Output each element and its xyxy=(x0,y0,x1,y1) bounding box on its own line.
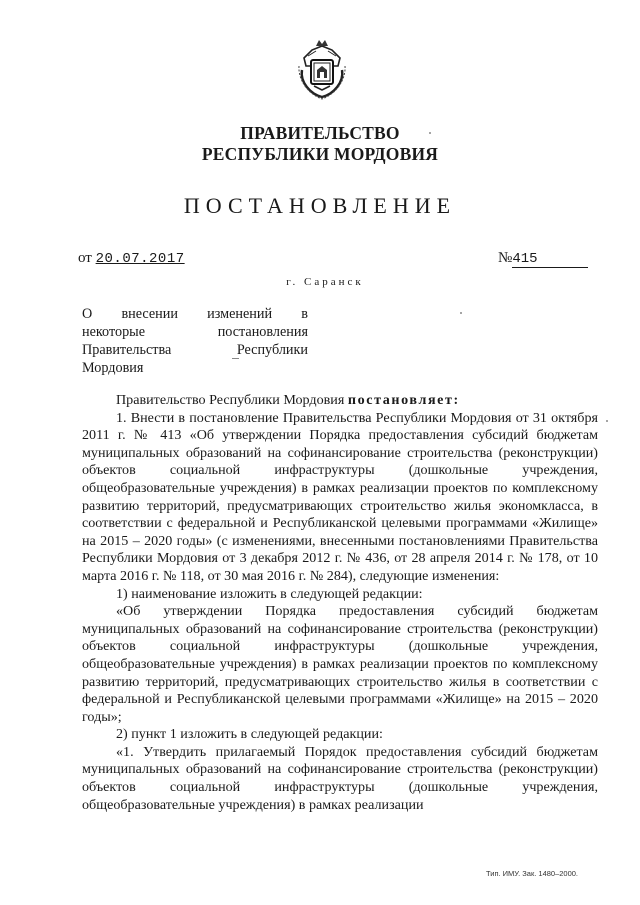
intro-decree-word: постановляет: xyxy=(347,392,460,408)
number-value: 415 xyxy=(512,251,588,268)
date-field xyxy=(78,250,185,267)
city-label: г. Саранск xyxy=(286,276,364,288)
paragraph-1: 1. Внести в постановление Правительства Республики Мордовия от 31 октября 2011 г. № 413 «Об утверждении Порядка предоставления субсидий бюджетам муниципальных образований на софинансирование строительства (реконструкции) объектов социальной инфраструктуры (дошкольные учреждения, общеобразовательные учреждения) в рамках реализации проектов по комплексному развитию территорий, предусматривающих строительство жилья экономкласса, в соответствии с федеральной и Республиканской целевыми программами «Жилище» на 2015 – 2020 годы» (с изменениями, внесенными постановлениями Правительства Республики Мордовия от 3 декабря 2012 г. № 436, от 28 апреля 2014 г. № 178, от 10 марта 2016 г. № 118, от 30 мая 2016 г. № 284), следующие изменения: xyxy=(82,409,598,584)
scan-speck xyxy=(232,358,239,359)
government-title-line1: ПРАВИТЕЛЬСТВО xyxy=(240,123,400,143)
subject-block xyxy=(82,305,308,377)
scan-speck xyxy=(606,420,608,422)
document-type-title: ПОСТАНОВЛЕНИЕ xyxy=(183,193,457,218)
paragraph-3: «Об утверждении Порядка предоставления субсидий бюджетам муниципальных образований на софинансирование строительства (реконструкции) объектов социальной инфраструктуры (дошкольные учреждения, общеобразовательные учреждения) в рамках реализации проектов по комплексному развитию территорий, предусматривающих строительство жилья в соответствии с федеральной и Республиканской целевыми программами «Жилище» на 2015 – 2020 годы»; xyxy=(82,603,598,725)
government-title-line2: РЕСПУБЛИКИ МОРДОВИЯ xyxy=(201,144,439,164)
scan-speck xyxy=(460,312,462,314)
subject-line: Правительства Республики xyxy=(82,342,308,358)
number-prefix: № xyxy=(498,250,513,266)
subject-line: Мордовия xyxy=(82,360,144,376)
paragraph-2: 1) наименование изложить в следующей редакции: xyxy=(116,585,423,602)
date-value: 20.07.2017 xyxy=(95,251,185,267)
intro-paragraph xyxy=(82,392,598,410)
document-body xyxy=(82,392,598,814)
number-field xyxy=(498,250,588,268)
printing-note: Тип. ИМУ. Зак. 1480–2000. xyxy=(486,869,579,878)
intro-lead: Правительство Республики Мордовия xyxy=(116,392,348,408)
paragraph-5: «1. Утвердить прилагаемый Порядок предоставления субсидий бюджетам муниципальных образований на софинансирование строительства (реконструкции) объектов социальной инфраструктуры (дошкольные учреждения, общеобразовательные учреждения) в рамках реализации xyxy=(82,743,598,813)
scan-speck xyxy=(429,132,431,134)
subject-line: О внесении изменений в xyxy=(82,306,308,322)
date-prefix: от xyxy=(78,250,92,266)
subject-line: некоторые постановления xyxy=(82,324,308,340)
coat-of-arms-emblem xyxy=(294,36,350,100)
paragraph-4: 2) пункт 1 изложить в следующей редакции: xyxy=(116,726,383,743)
